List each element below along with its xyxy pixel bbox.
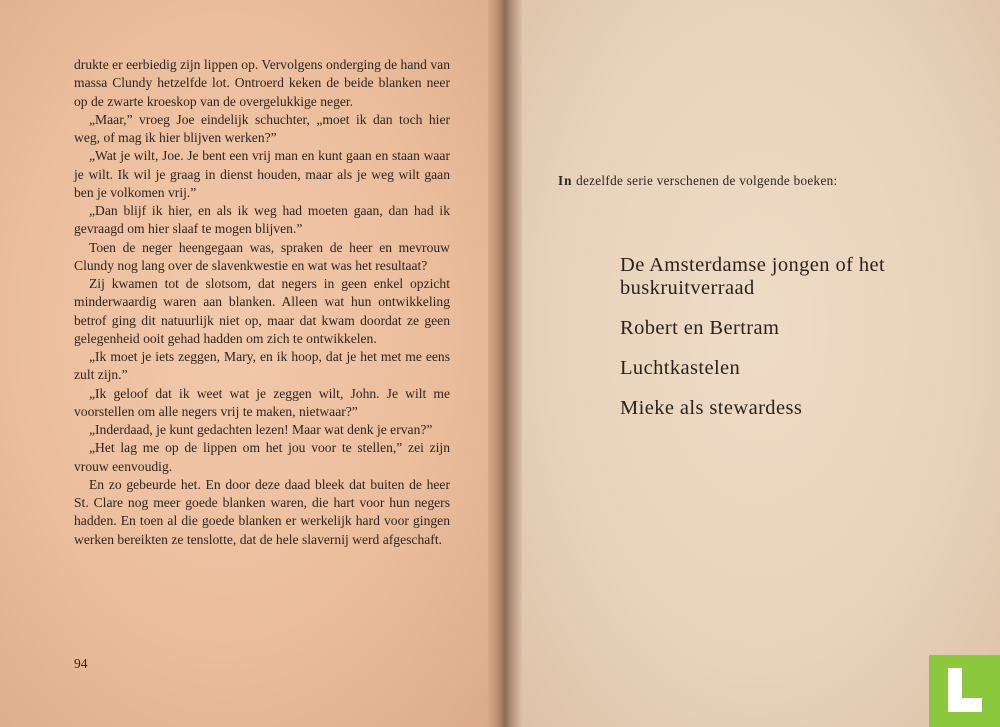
book-list	[620, 254, 950, 437]
series-heading	[558, 173, 938, 189]
page-number: 94	[74, 656, 88, 671]
lastdodo-logo-icon	[929, 655, 1000, 727]
left-page-text	[74, 56, 450, 549]
series-heading-lead: In	[558, 173, 573, 188]
paragraph: „Het lag me op de lippen om het jou voor te stellen,” zei zijn vrouw eenvoudig.	[74, 440, 450, 474]
series-heading-text: dezelfde serie verschenen de volgende boeken:	[576, 173, 838, 188]
book-title: Luchtkastelen	[620, 357, 741, 379]
paragraph: drukte er eerbiedig zijn lippen op. Vervolgens onderging de hand van massa Clundy hetzelfde lot. Ontroerd keken de beide blanken neer op de zwarte kroeskop van de overgelukkige neger.	[74, 57, 450, 109]
paragraph: En zo gebeurde het. En door deze daad bleek dat buiten de heer St. Clare nog meer goede blanken waren, die hart voor hun negers hadden. En toen al die goede blanken er werkelijk hard voor gingen werken bereikten ze tenslotte, dat de hele slavernij werd afgeschaft.	[74, 476, 450, 547]
paragraph: „Inderdaad, je kunt gedachten lezen! Maar wat denk je ervan?”	[89, 422, 433, 437]
paragraph: Toen de neger heengegaan was, spraken de heer en mevrouw Clundy nog lang over de slavenkwestie en wat was het resultaat?	[74, 239, 450, 273]
paragraph: „Maar,” vroeg Joe eindelijk schuchter, „moet ik dan toch hier weg, of mag ik hier blijven werken?”	[74, 111, 450, 145]
paragraph: „Ik geloof dat ik weet wat je zeggen wilt, John. Je wilt me voorstellen om alle negers vrij te maken, nietwaar?”	[74, 385, 450, 419]
book-title: Robert en Bertram	[620, 317, 780, 339]
paragraph: Zij kwamen tot de slotsom, dat negers in geen enkel opzicht minderwaardig waren aan blanken. Alleen wat hun ontwikkeling betrof ging dit natuurlijk niet op, maar dat kwam doordat ze geen gelegenheid ooit gehad hadden om zich te ontwikkelen.	[74, 276, 450, 346]
book-gutter	[488, 0, 522, 727]
paragraph: „Dan blijf ik hier, en als ik weg had moeten gaan, dan had ik gevraagd om hier slaaf te mogen blijven.”	[74, 203, 450, 237]
paragraph: „Ik moet je iets zeggen, Mary, en ik hoop, dat je het met me eens zult zijn.”	[74, 349, 450, 383]
book-title: De Amsterdamse jongen of het buskruitverraad	[620, 254, 886, 299]
paragraph: „Wat je wilt, Joe. Je bent een vrij man en kunt gaan en staan waar je wilt. Ik wil je graag in dienst houden, maar als je weg wilt gaan ben je volkomen vrij.”	[74, 148, 450, 200]
book-title: Mieke als stewardess	[620, 397, 803, 419]
logo-glyph-foot	[948, 698, 982, 712]
